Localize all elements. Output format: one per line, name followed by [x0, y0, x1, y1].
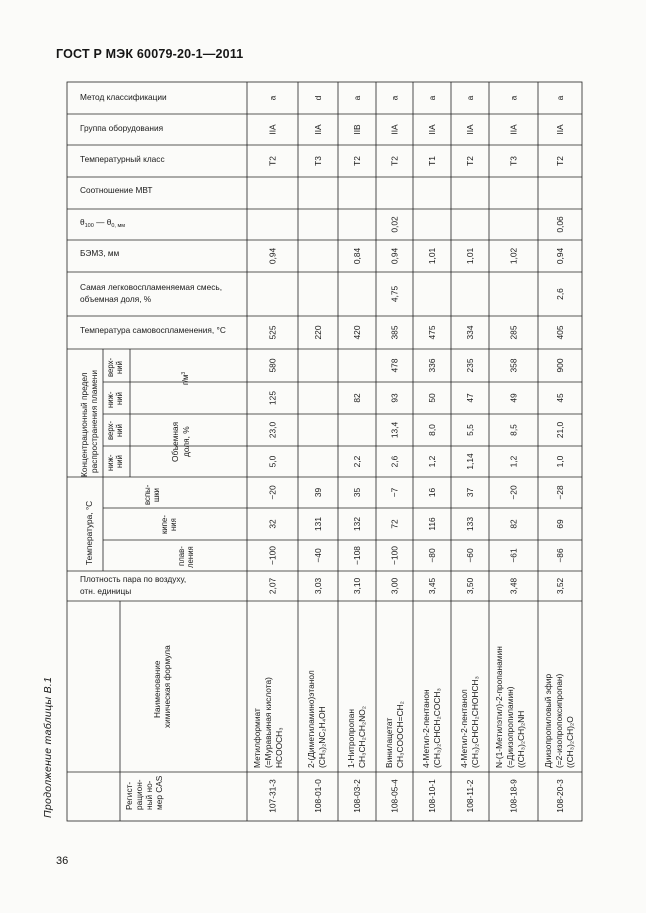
cell-method: a — [465, 95, 475, 101]
cell-flash: −20 — [267, 485, 278, 500]
cell-melt: −86 — [555, 548, 565, 563]
cell-tclass: T2 — [267, 156, 278, 166]
header-melt-1: плав- — [177, 546, 186, 566]
cell-cas: 108-20-3 — [555, 779, 565, 813]
cell-name: N-(1-Метилэтил)-2-пропанамин — [494, 646, 504, 768]
cell-besg: 1,01 — [465, 247, 475, 265]
cell-flash: 39 — [313, 487, 323, 498]
row-label-temp-class: Температурный класс — [80, 154, 165, 164]
cell-autoign: 385 — [389, 325, 400, 340]
header-lower-2: ний — [115, 391, 124, 405]
cell-name: HCOOCH₃ — [274, 727, 284, 768]
document-header: ГОСТ Р МЭК 60079-20-1—2011 — [56, 47, 244, 61]
page-number: 36 — [56, 855, 69, 867]
cell-flash: 37 — [465, 487, 475, 498]
cell-lgm3: 82 — [352, 393, 362, 403]
cell-method: a — [555, 95, 565, 101]
header-upper-2: ний — [115, 360, 124, 374]
cell-besg: 0,94 — [267, 247, 278, 265]
cell-tclass: T2 — [389, 156, 400, 166]
row-label-mesg-ratio: Соотношение МВТ — [80, 185, 153, 195]
cell-ugm3: 580 — [267, 358, 278, 373]
cell-ugm3: 358 — [508, 358, 519, 373]
cell-cas: 107-31-3 — [267, 779, 278, 813]
cell-method: a — [267, 95, 278, 101]
cell-besg: 0,84 — [352, 247, 362, 265]
cell-tclass: T2 — [465, 156, 475, 166]
header-upper-vol-2: ний — [115, 423, 124, 437]
cell-melt: −100 — [389, 546, 400, 565]
cell-boil: 82 — [508, 519, 519, 529]
header-name-1: Наименование — [152, 660, 162, 718]
cell-name: 2-(Диметиламино)этанол — [306, 670, 316, 768]
header-cas-2: рацион- — [134, 779, 144, 810]
cell-uvol: 8,0 — [427, 424, 437, 436]
cell-flam: 2,6 — [555, 288, 565, 300]
cell-besg: 1,02 — [508, 247, 519, 265]
cell-flash: −20 — [508, 485, 519, 500]
header-cas-3: ный но- — [144, 780, 154, 810]
header-upper-1: верх- — [106, 357, 115, 377]
cell-cas: 108-05-4 — [389, 779, 400, 813]
cell-cas: 108-01-0 — [313, 779, 323, 813]
cell-tclass: T3 — [313, 156, 323, 166]
cell-autoign: 525 — [267, 325, 278, 340]
cell-tclass: T3 — [508, 156, 519, 166]
cell-theta: 0,06 — [555, 216, 565, 233]
cell-besg: 0,94 — [389, 247, 400, 265]
cell-boil: 133 — [465, 517, 475, 531]
header-melt-2: ления — [186, 546, 195, 568]
cell-method: d — [313, 95, 323, 101]
cell-melt: −60 — [465, 548, 475, 563]
cell-uvol: 8,5 — [508, 424, 519, 436]
cell-melt: −61 — [508, 548, 519, 563]
header-conc-limit-2: распространения пламени — [89, 370, 99, 473]
cell-autoign: 475 — [427, 325, 437, 340]
cell-name: ((CH₃)₂CH)₂O — [565, 716, 575, 768]
header-conc-limit-1: Концентрационный предел — [79, 372, 89, 477]
row-label-vapor-density-1: Плотность пара по воздуху, — [80, 574, 187, 584]
cell-flash: −28 — [555, 485, 565, 500]
header-temperature: Температура, °С — [84, 500, 94, 565]
cell-name: (=Муравьиная кислота) — [263, 677, 273, 768]
cell-name: ((CH₃)₂CH)₂NH — [516, 710, 526, 768]
cell-boil: 132 — [352, 517, 362, 531]
cell-lgm3: 125 — [267, 391, 278, 405]
cell-uvol: 5,5 — [465, 424, 475, 436]
cell-group: IIA — [465, 124, 475, 135]
cell-boil: 72 — [389, 519, 400, 529]
cell-flam: 4,75 — [389, 285, 400, 303]
cell-melt: −100 — [267, 546, 278, 565]
cell-density: 2,07 — [267, 577, 278, 595]
cell-cas: 108-18-9 — [508, 779, 519, 813]
cell-autoign: 285 — [508, 325, 519, 340]
cell-besg: 0,94 — [555, 247, 565, 265]
cell-density: 3,50 — [465, 577, 475, 595]
header-lower-vol-1: ниж- — [106, 454, 115, 471]
header-upper-vol-1: верх- — [106, 420, 115, 440]
cell-method: a — [352, 95, 362, 101]
row-label-method: Метод классификации — [80, 92, 167, 102]
table-caption: Продолжение таблицы В.1 — [42, 676, 54, 818]
cell-autoign: 405 — [555, 325, 565, 340]
cell-lgm3: 49 — [508, 393, 519, 403]
cell-group: IIA — [389, 124, 400, 135]
header-flash-2: шки — [152, 487, 161, 502]
cell-cas: 108-10-1 — [427, 779, 437, 813]
cell-density: 3,45 — [427, 577, 437, 595]
header-cas-4: мер CAS — [154, 775, 164, 810]
cell-density: 3,52 — [555, 577, 565, 595]
cell-flash: 16 — [427, 487, 437, 498]
cell-name: (CH₃)₂NC₂H₄OH — [317, 706, 327, 768]
cell-tclass: T2 — [352, 156, 362, 166]
cell-uvol: 13,4 — [389, 421, 400, 439]
cell-lvol: 1,14 — [465, 453, 475, 470]
row-label-group: Группа оборудования — [80, 123, 164, 133]
cell-tclass: T1 — [427, 156, 437, 166]
cell-name: 4-Метил-2-пентанон — [421, 689, 431, 768]
row-label-flammable-mix-2: объемная доля, % — [80, 294, 152, 304]
cell-name: (=2-изопропоксипропан) — [554, 673, 564, 768]
cell-density: 3,00 — [389, 577, 400, 595]
cell-lvol: 1,0 — [555, 455, 565, 468]
cell-lvol: 2,6 — [389, 455, 400, 468]
cell-cas: 108-11-2 — [465, 779, 475, 813]
cell-group: IIA — [508, 124, 519, 135]
row-label-theta: $\theta_{100}$ — $\theta_{0, мм}$ — [80, 217, 126, 229]
cell-boil: 69 — [555, 519, 565, 529]
cell-flash: 35 — [352, 487, 362, 498]
cell-melt: −40 — [313, 548, 323, 563]
cell-density: 3,10 — [352, 577, 362, 595]
row-label-vapor-density-2: отн. единицы — [80, 586, 132, 596]
cell-boil: 131 — [313, 517, 323, 531]
cell-method: a — [389, 95, 400, 101]
cell-melt: −80 — [427, 548, 437, 563]
cell-density: 3,03 — [313, 577, 323, 595]
cell-lgm3: 45 — [555, 393, 565, 403]
cell-tclass: T2 — [555, 156, 565, 166]
cell-cas: 108-03-2 — [352, 779, 362, 813]
cell-name: 1-Нитропропан — [346, 709, 356, 768]
cell-ugm3: 900 — [555, 358, 565, 373]
cell-group: IIA — [313, 124, 323, 135]
cell-lgm3: 47 — [465, 393, 475, 403]
cell-besg: 1,01 — [427, 247, 437, 265]
cell-group: IIA — [555, 124, 565, 135]
header-boil-2: ния — [169, 518, 178, 531]
header-lower-vol-2: ний — [115, 454, 124, 468]
cell-flash: −7 — [389, 487, 400, 498]
cell-lgm3: 50 — [427, 393, 437, 403]
cell-lvol: 5,0 — [267, 455, 278, 468]
cell-autoign: 420 — [352, 325, 362, 340]
row-label-autoignition: Температура самовоспламенения, °С — [80, 325, 226, 335]
cell-uvol: 23,0 — [267, 421, 278, 439]
cell-name: (=Диизопропиламин) — [505, 686, 515, 768]
cell-lgm3: 93 — [389, 393, 400, 403]
cell-lvol: 1,2 — [427, 455, 437, 468]
cell-name: Винилацетат — [384, 717, 394, 768]
cell-autoign: 220 — [313, 325, 323, 340]
cell-boil: 32 — [267, 519, 278, 529]
header-gm3: $г/м^3$ — [181, 371, 190, 385]
header-lower-1: ниж- — [106, 391, 115, 408]
cell-density: 3,48 — [508, 577, 519, 595]
cell-autoign: 334 — [465, 325, 475, 340]
cell-name: CH₃COOCH=CH₂ — [395, 701, 405, 768]
cell-melt: −108 — [352, 546, 362, 565]
cell-lvol: 1,2 — [508, 455, 519, 468]
cell-boil: 116 — [427, 517, 437, 531]
row-label-besg: БЭМЗ, мм — [80, 248, 120, 258]
header-vol-1: Объемная — [170, 421, 180, 462]
header-vol-2: доля, % — [181, 426, 191, 457]
cell-ugm3: 478 — [389, 358, 400, 373]
cell-group: IIA — [427, 124, 437, 135]
cell-name: 4-Метил-2-пентанол — [459, 689, 469, 768]
cell-theta: 0,02 — [389, 216, 400, 233]
cell-ugm3: 235 — [465, 358, 475, 373]
cell-name: (CH₃)₂CHCH₂CHOHCH₃ — [470, 676, 480, 768]
cell-name: Метилформиат — [252, 708, 262, 768]
cell-method: a — [427, 95, 437, 101]
cell-group: IIB — [352, 124, 362, 135]
cell-name: CH₃CH₂CH₂NO₂ — [357, 705, 367, 768]
cell-name: Диизопропиловый эфир — [543, 673, 553, 768]
cell-ugm3: 336 — [427, 358, 437, 373]
row-label-flammable-mix-1: Самая легковоспламеняемая смесь, — [80, 282, 223, 292]
cell-name: (CH₃)₂CHCH₂COCH₃ — [432, 688, 442, 768]
header-cas-1: Регист- — [124, 781, 134, 810]
cell-group: IIA — [267, 124, 278, 135]
header-name-2: химическая формула — [162, 645, 172, 728]
cell-method: a — [508, 95, 519, 101]
header-boil-1: кипе- — [160, 515, 169, 534]
header-flash-1: вспы- — [143, 484, 152, 505]
cell-uvol: 21,0 — [555, 421, 565, 439]
cell-lvol: 2,2 — [352, 455, 362, 468]
